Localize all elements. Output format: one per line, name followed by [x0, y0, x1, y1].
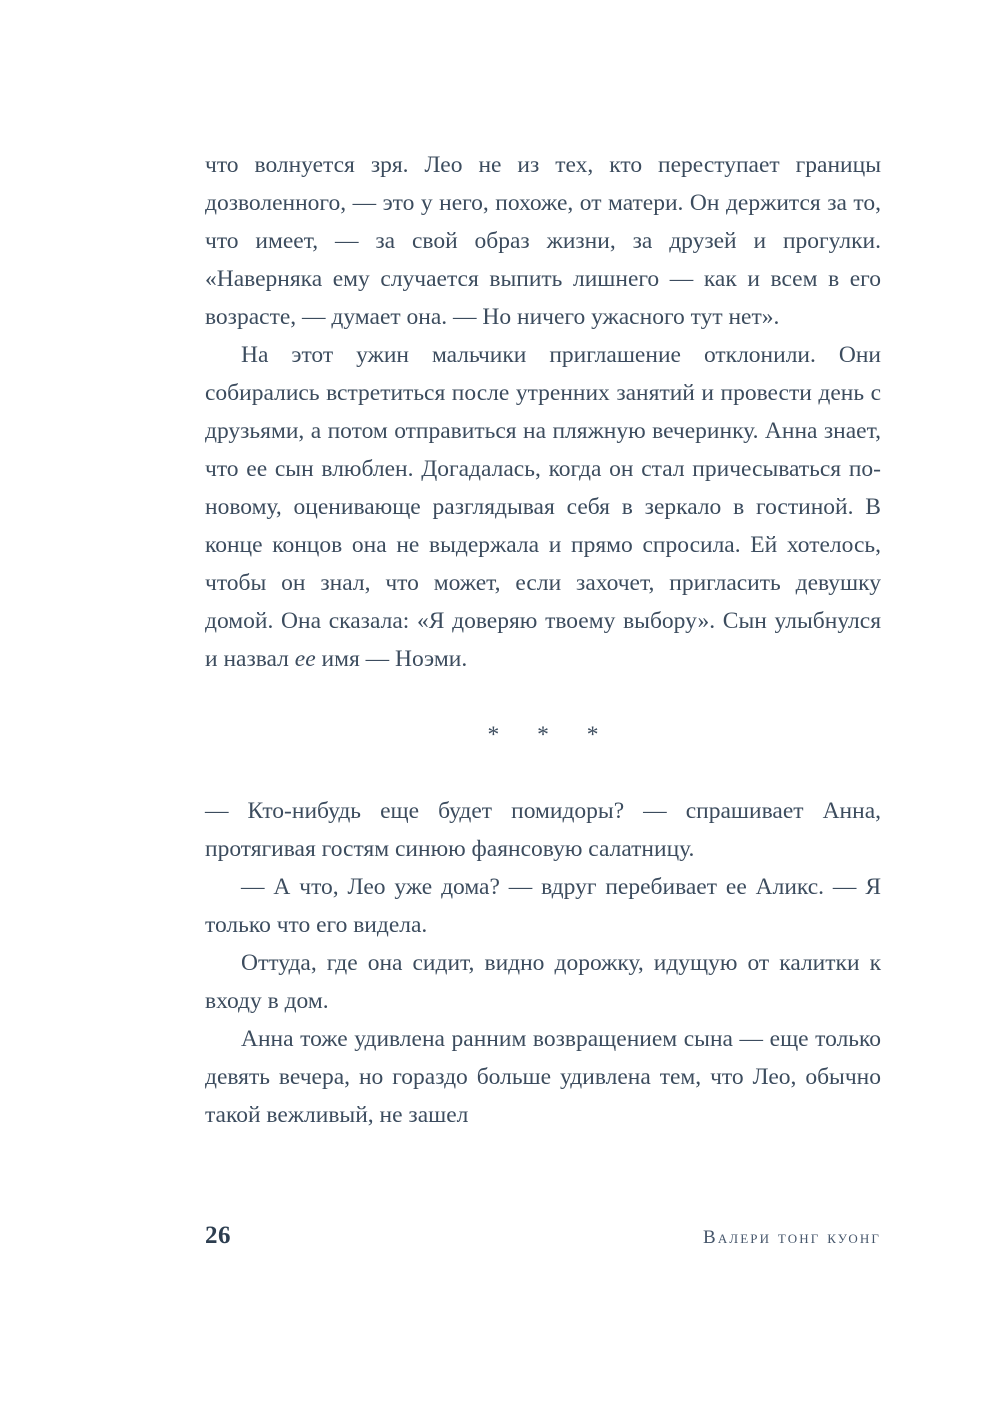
page-text-block — [205, 146, 881, 1134]
paragraph-2 — [205, 336, 881, 678]
section-divider: * * * — [487, 722, 615, 748]
paragraph-1: что волнуется зря. Лео не из тех, кто переступает границы дозволенного, — это у него, похоже, от матери. Он держится за то, что имеет, — за свой образ жизни, за друзей и прогулки. «Наверняка ему случается выпить лишнего — как и всем в его возрасте, — думает она. — Но ничего ужасного тут нет». — [205, 152, 881, 330]
paragraph-2-emphasis: ее — [294, 646, 316, 672]
paragraph-6: Анна тоже удивлена ранним возвращением сына — еще только девять вечера, но гораздо больше удивлена тем, что Лео, обычно такой вежливый, не зашел — [205, 1026, 881, 1128]
page-footer — [205, 1222, 881, 1262]
page-number: 26 — [205, 1222, 231, 1249]
paragraph-2-part-a: На этот ужин мальчики приглашение отклонили. Они собирались встретиться после утренних занятий и провести день с друзьями, а потом отправиться на пляжную вечеринку. Анна знает, что ее сын влюблен. Догадалась, когда он стал причесываться по-новому, оценивающе разглядывая себя в зеркало в гостиной. В конце концов она не выдержала и прямо спросила. Ей хотелось, чтобы он знал, что может, если захочет, пригласить девушку домой. Она сказала: «Я доверяю твоему выбору». Сын улыбнулся и назвал — [205, 342, 881, 672]
running-head-author: валери тонг куонг — [703, 1227, 881, 1248]
paragraph-5: Оттуда, где она сидит, видно дорожку, идущую от калитки к входу в дом. — [205, 950, 881, 1014]
paragraph-2-part-b: имя — Ноэми. — [315, 646, 468, 672]
paragraph-4: — А что, Лео уже дома? — вдруг перебивает ее Аликс. — Я только что его видела. — [205, 874, 881, 938]
paragraph-3: — Кто-нибудь еще будет помидоры? — спрашивает Анна, протягивая гостям синюю фаянсовую салатницу. — [205, 798, 881, 862]
